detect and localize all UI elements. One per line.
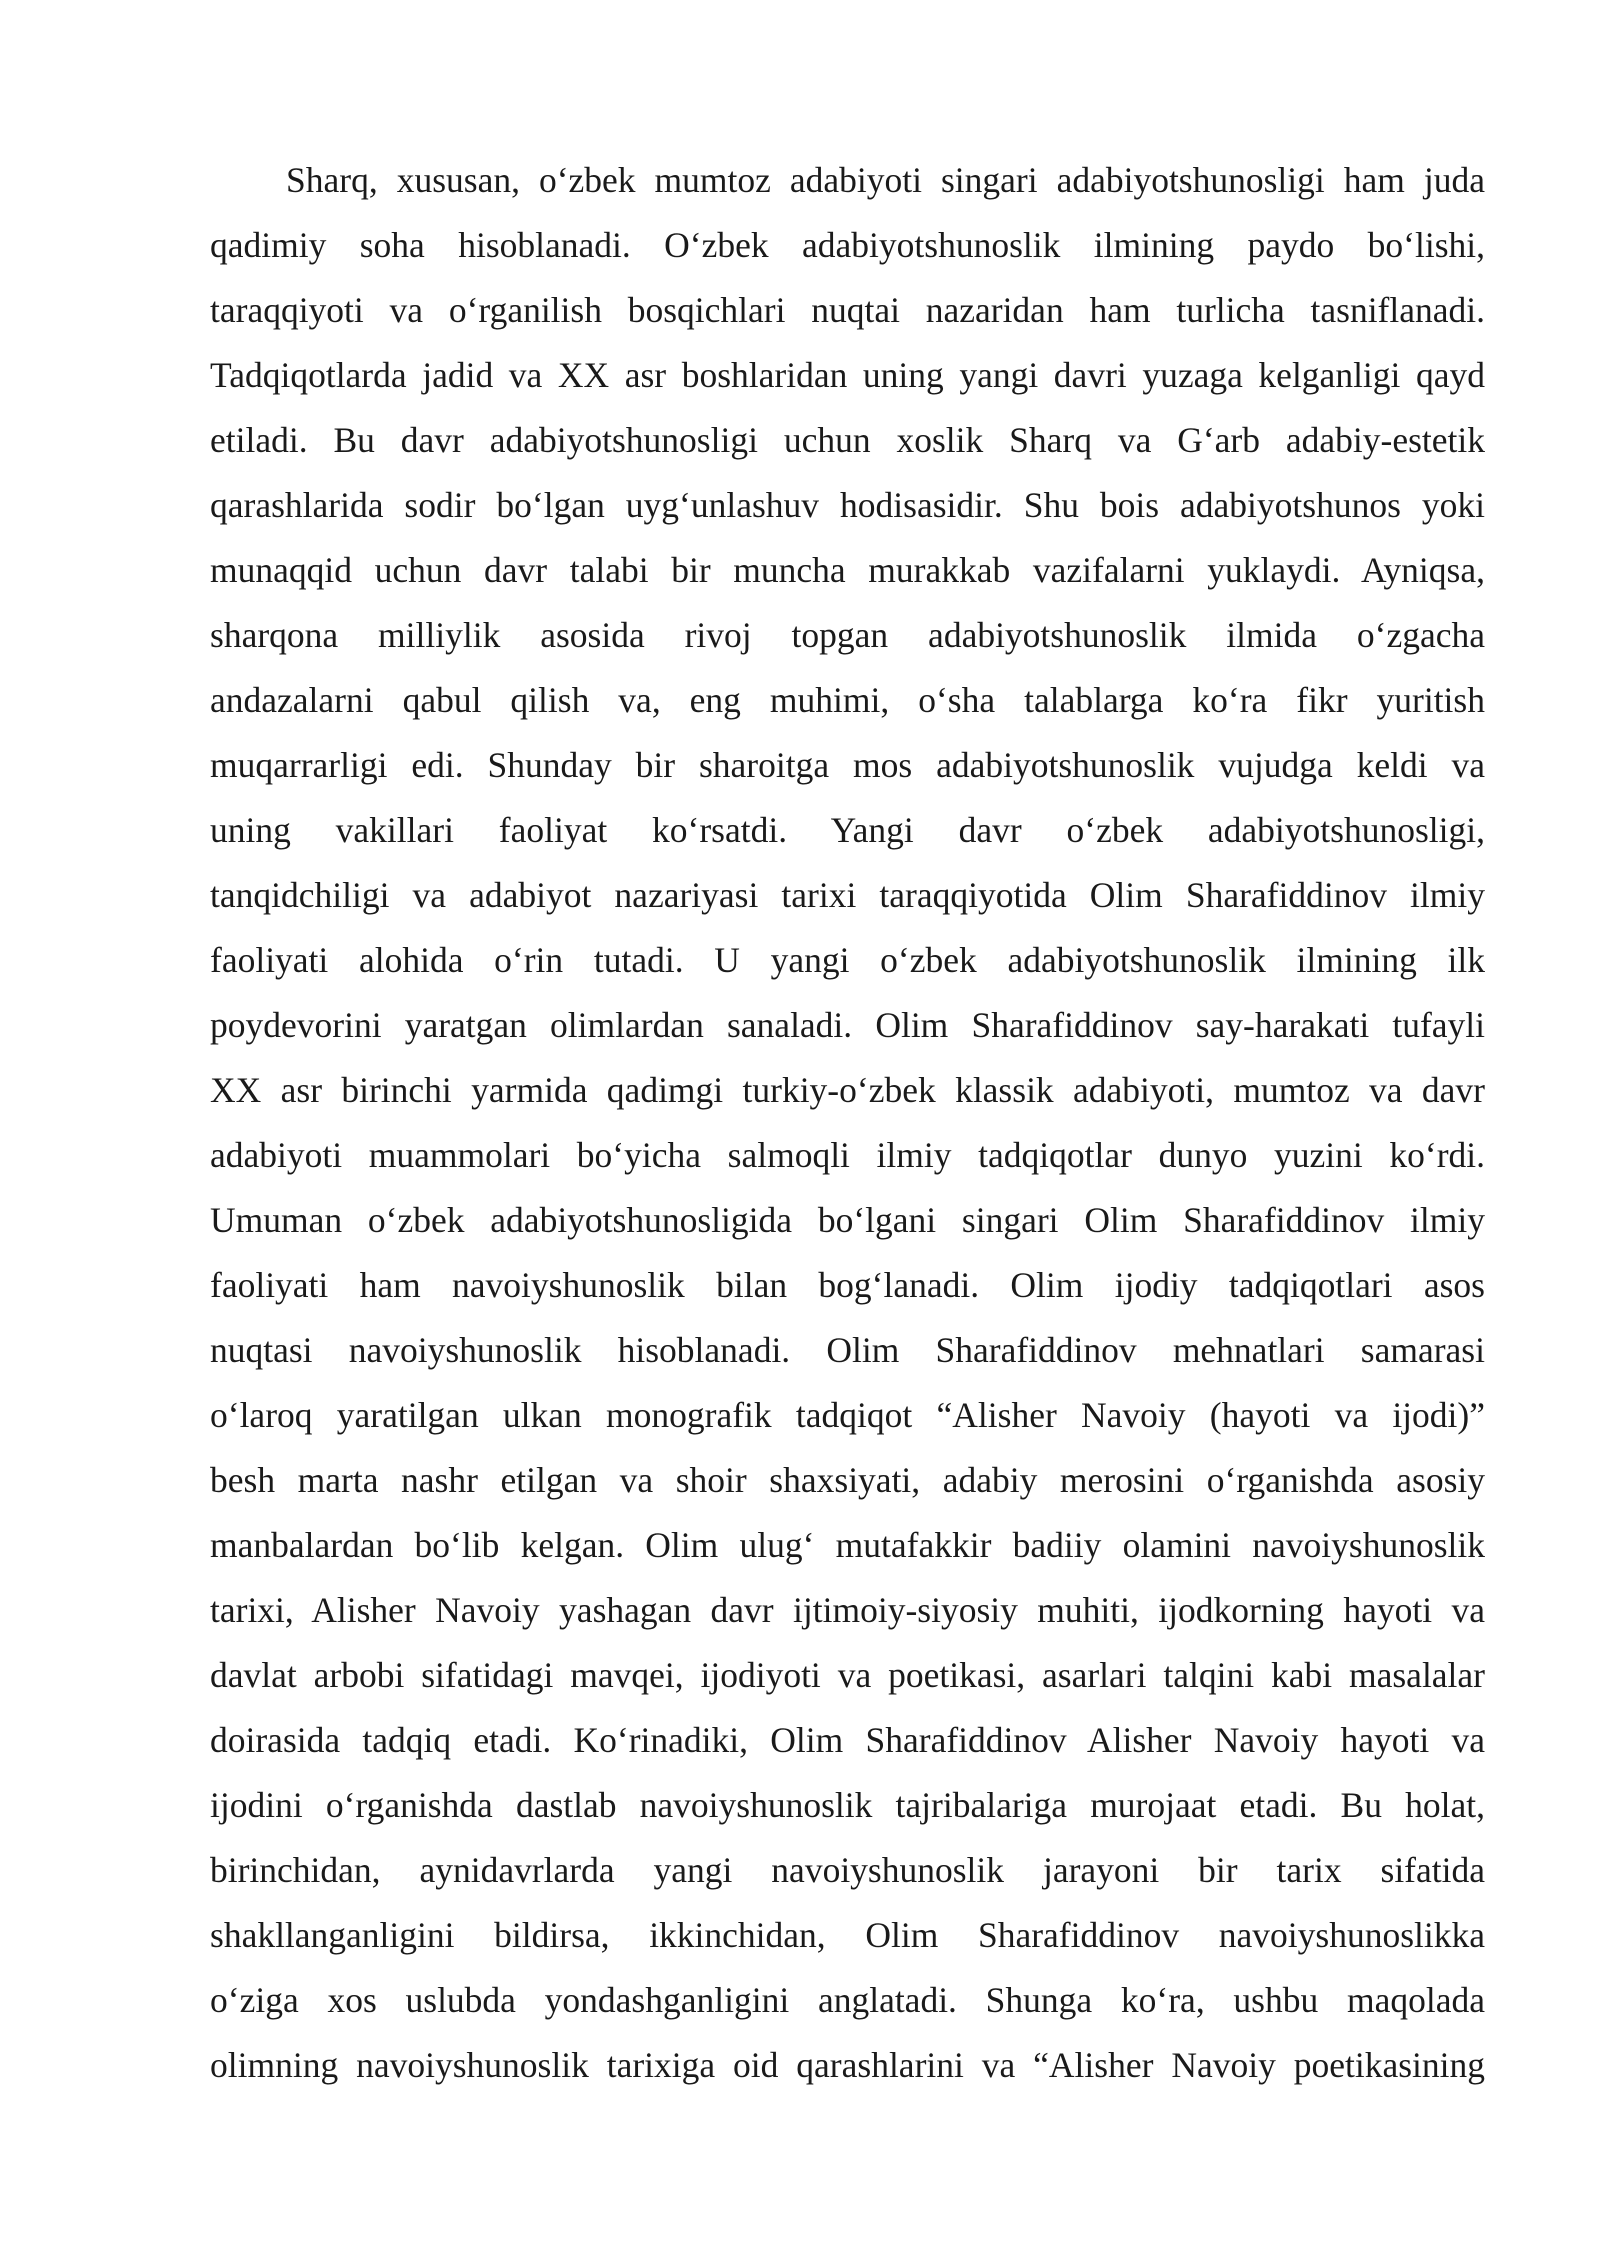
paragraph-line: qarashlarida sodir bo‘lgan uyg‘unlashuv hodisasidir. Shu bois adabiyotshunos yoki [210,485,1485,525]
paragraph-line: olimning navoiyshunoslik tarixiga oid qarashlarini va “Alisher Navoiy poetikasining [210,2045,1485,2085]
body-paragraph [210,148,1485,2098]
paragraph-line: manbalardan bo‘lib kelgan. Olim ulug‘ mutafakkir badiiy olamini navoiyshunoslik [210,1525,1485,1565]
paragraph-line: XX asr birinchi yarmida qadimgi turkiy-o‘zbek klassik adabiyoti, mumtoz va davr [210,1070,1485,1110]
paragraph-line: sharqona milliylik asosida rivoj topgan adabiyotshunoslik ilmida o‘zgacha [210,615,1485,655]
paragraph-line: tanqidchiligi va adabiyot nazariyasi tarixi taraqqiyotida Olim Sharafiddinov ilmiy [210,875,1485,915]
paragraph-line: Tadqiqotlarda jadid va XX asr boshlaridan uning yangi davri yuzaga kelganligi qayd [210,355,1485,395]
paragraph-line: o‘laroq yaratilgan ulkan monografik tadqiqot “Alisher Navoiy (hayoti va ijodi)” [210,1395,1485,1435]
paragraph-line: Umuman o‘zbek adabiyotshunosligida bo‘lgani singari Olim Sharafiddinov ilmiy [210,1200,1485,1240]
paragraph-line: faoliyati ham navoiyshunoslik bilan bog‘lanadi. Olim ijodiy tadqiqotlari asos [210,1265,1485,1305]
paragraph-line: davlat arbobi sifatidagi mavqei, ijodiyoti va poetikasi, asarlari talqini kabi masalalar [210,1655,1485,1695]
paragraph-line: munaqqid uchun davr talabi bir muncha murakkab vazifalarni yuklaydi. Ayniqsa, [210,550,1485,590]
paragraph-line: faoliyati alohida o‘rin tutadi. U yangi o‘zbek adabiyotshunoslik ilmining ilk [210,940,1485,980]
paragraph-line: poydevorini yaratgan olimlardan sanaladi. Olim Sharafiddinov say-harakati tufayli [210,1005,1485,1045]
paragraph-line: muqarrarligi edi. Shunday bir sharoitga mos adabiyotshunoslik vujudga keldi va [210,745,1485,785]
paragraph-line: andazalarni qabul qilish va, eng muhimi, o‘sha talablarga ko‘ra fikr yuritish [210,680,1485,720]
paragraph-line: nuqtasi navoiyshunoslik hisoblanadi. Olim Sharafiddinov mehnatlari samarasi [210,1330,1485,1370]
paragraph-line: tarixi, Alisher Navoiy yashagan davr ijtimoiy-siyosiy muhiti, ijodkorning hayoti va [210,1590,1485,1630]
paragraph-line: besh marta nashr etilgan va shoir shaxsiyati, adabiy merosini o‘rganishda asosiy [210,1460,1485,1500]
paragraph-line: doirasida tadqiq etadi. Ko‘rinadiki, Olim Sharafiddinov Alisher Navoiy hayoti va [210,1720,1485,1760]
paragraph-line: etiladi. Bu davr adabiyotshunosligi uchun xoslik Sharq va G‘arb adabiy-estetik [210,420,1485,460]
paragraph-line: Sharq, xususan, o‘zbek mumtoz adabiyoti singari adabiyotshunosligi ham juda [286,160,1485,200]
paragraph-line: ijodini o‘rganishda dastlab navoiyshunoslik tajribalariga murojaat etadi. Bu holat, [210,1785,1485,1825]
paragraph-line: birinchidan, aynidavrlarda yangi navoiyshunoslik jarayoni bir tarix sifatida [210,1850,1485,1890]
paragraph-line: uning vakillari faoliyat ko‘rsatdi. Yangi davr o‘zbek adabiyotshunosligi, [210,810,1485,850]
paragraph-line: shakllanganligini bildirsa, ikkinchidan, Olim Sharafiddinov navoiyshunoslikka [210,1915,1485,1955]
paragraph-line: taraqqiyoti va o‘rganilish bosqichlari nuqtai nazaridan ham turlicha tasniflanadi. [210,290,1485,330]
paragraph-line: adabiyoti muammolari bo‘yicha salmoqli ilmiy tadqiqotlar dunyo yuzini ko‘rdi. [210,1135,1485,1175]
paragraph-line: o‘ziga xos uslubda yondashganligini anglatadi. Shunga ko‘ra, ushbu maqolada [210,1980,1485,2020]
paragraph-line: qadimiy soha hisoblanadi. O‘zbek adabiyotshunoslik ilmining paydo bo‘lishi, [210,225,1485,265]
